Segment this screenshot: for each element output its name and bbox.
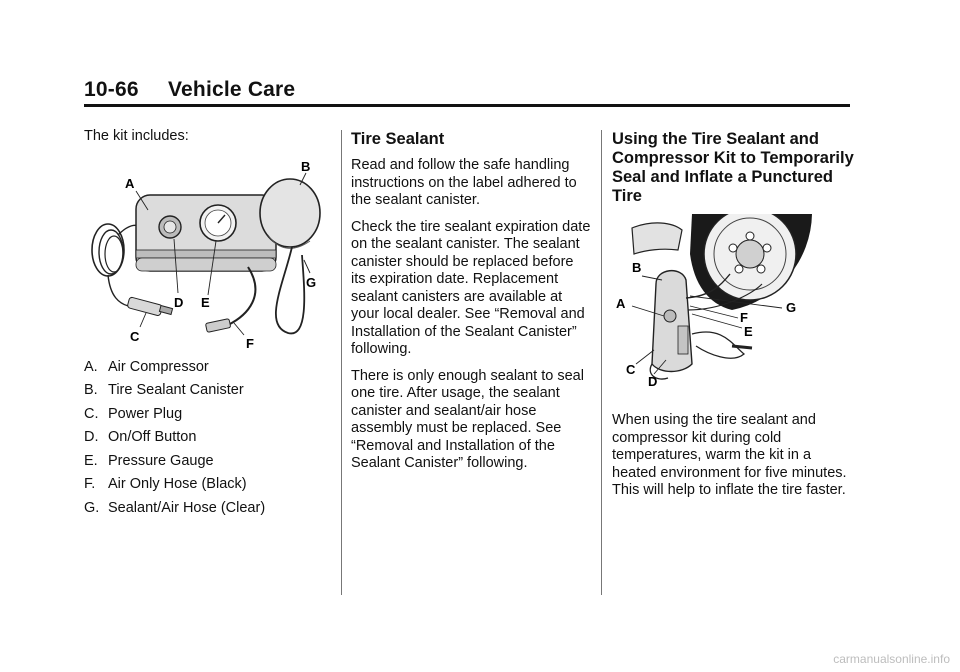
column-using-kit <box>612 128 857 509</box>
callout-a: A <box>125 175 135 191</box>
list-item: A. Air Compressor <box>84 358 209 375</box>
list-item: B. Tire Sealant Canister <box>84 382 244 398</box>
callout-a: A <box>616 296 626 311</box>
list-item: G. Sealant/Air Hose (Clear) <box>84 499 266 516</box>
callout-g: G <box>786 300 797 315</box>
callout-e: E <box>201 294 210 310</box>
paragraph: There is only enough sealant to seal one tire. After usage, the sealant canister and sealant/air hose assembly must be replaced. See “Removal and Installation of the Sealant Canister” following. <box>351 367 584 471</box>
power-plug-shape <box>127 296 173 315</box>
list-item: F. Air Only Hose (Black) <box>84 476 247 492</box>
sealant-hose-shape <box>276 247 304 333</box>
sealant-canister-shape <box>260 179 320 248</box>
tire-shape <box>690 214 812 310</box>
callout-d: D <box>648 374 658 389</box>
kit-illustration <box>78 155 323 355</box>
list-item: E. Pressure Gauge <box>84 452 214 469</box>
section-heading-tire-sealant: Tire Sealant <box>351 130 445 148</box>
callout-f: F <box>246 335 254 351</box>
section-heading-using-kit: Using the Tire Sealant and Compressor Kit to Temporarily Seal and Inflate a Punctured Tire <box>612 130 854 205</box>
list-item: D. On/Off Button <box>84 429 197 445</box>
section-title: Vehicle Care <box>168 78 296 101</box>
callout-e: E <box>744 324 753 339</box>
callout-g: G <box>306 274 317 290</box>
callout-b: B <box>632 260 642 275</box>
column-divider-1 <box>341 130 342 595</box>
callout-c: C <box>130 328 140 344</box>
page-header <box>84 78 850 102</box>
list-item: C. Power Plug <box>84 405 183 422</box>
callout-f: F <box>740 310 748 325</box>
compressor-shape <box>652 271 692 372</box>
watermark: carmanualsonline.info <box>833 652 950 666</box>
paragraph: Read and follow the safe handling instructions on the label adhered to the sealant canister. <box>351 157 577 208</box>
air-hose-shape <box>228 267 255 325</box>
paragraph: Check the tire sealant expiration date on the sealant canister. The sealant canister should be replaced before its expiration date. Replacement sealant canisters are available at your local dealer. See “Removal and Installation of the Sealant Canister” following. <box>351 218 591 357</box>
kit-intro: The kit includes: <box>84 128 189 144</box>
callout-c: C <box>626 362 636 377</box>
pressure-gauge-shape <box>200 205 236 241</box>
inflation-illustration <box>612 214 842 404</box>
column-kit-contents <box>84 128 329 523</box>
column-divider-2 <box>601 130 602 595</box>
paragraph: When using the tire sealant and compressor kit during cold temperatures, warm the kit in a heated environment for five minutes. This will help to inflate the tire faster. <box>612 412 847 498</box>
callout-b: B <box>301 158 311 174</box>
column-tire-sealant <box>351 128 591 482</box>
parts-list <box>84 359 329 524</box>
header-rule <box>84 104 850 107</box>
page-number: 10-66 <box>84 78 139 101</box>
callout-d: D <box>174 294 184 310</box>
